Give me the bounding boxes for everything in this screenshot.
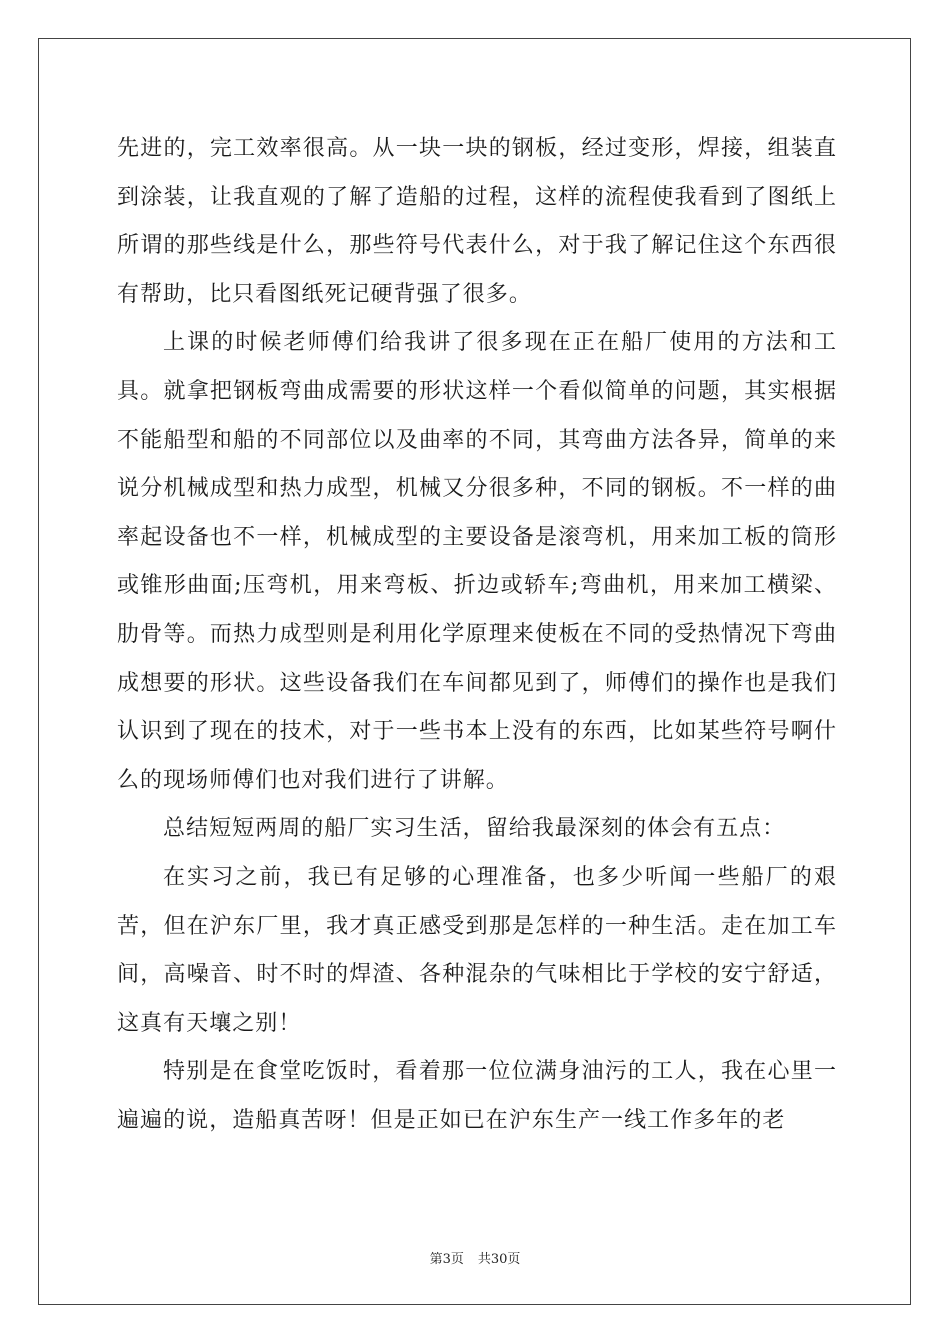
total-pages: 共30页 [477,1252,521,1267]
paragraph-5: 特别是在食堂吃饭时，看着那一位位满身油污的工人，我在心里一遍遍的说，造船真苦呀！但是正如已在沪东生产一线工作多年的老 [117,1059,837,1133]
paragraph-4: 在实习之前，我已有足够的心理准备，也多少听闻一些船厂的艰苦，但在沪东厂里，我才真正感受到那是怎样的一种生活。走在加工车间，高噪音、时不时的焊渣、各种混杂的气味相比于学校的安宁舒适，这真有天壤之别！ [117,864,837,1036]
paragraph-2: 上课的时候老师傅们给我讲了很多现在正在船厂使用的方法和工具。就拿把钢板弯曲成需要的形状这样一个看似简单的问题，其实根据不能船型和船的不同部位以及曲率的不同，其弯曲方法各异，简单的来说分机械成型和热力成型，机械又分很多种，不同的钢板。不一样的曲率起设备也不一样，机械成型的主要设备是滚弯机，用来加工板的筒形或锥形曲面;压弯机，用来弯板、折边或轿车;弯曲机，用来加工横梁、肋骨等。而热力成型则是利用化学原理来使板在不同的受热情况下弯曲成想要的形状。这些设备我们在车间都见到了，师傅们的操作也是我们认识到了现在的技术，对于一些书本上没有的东西，比如某些符号啊什么的现场师傅们也对我们进行了讲解。 [117,330,837,793]
paragraph-3: 总结短短两周的船厂实习生活，留给我最深刻的体会有五点： [163,816,786,842]
paragraph-1: 先进的，完工效率很高。从一块一块的钢板，经过变形，焊接，组装直到涂装，让我直观的了解了造船的过程，这样的流程使我看到了图纸上所谓的那些线是什么，那些符号代表什么，对于我了解记住这个东西很有帮助，比只看图纸死记硬背强了很多。 [117,136,837,307]
page-number: 第3页 [429,1252,464,1267]
page-footer [0,1248,950,1267]
document-body [117,125,837,1145]
